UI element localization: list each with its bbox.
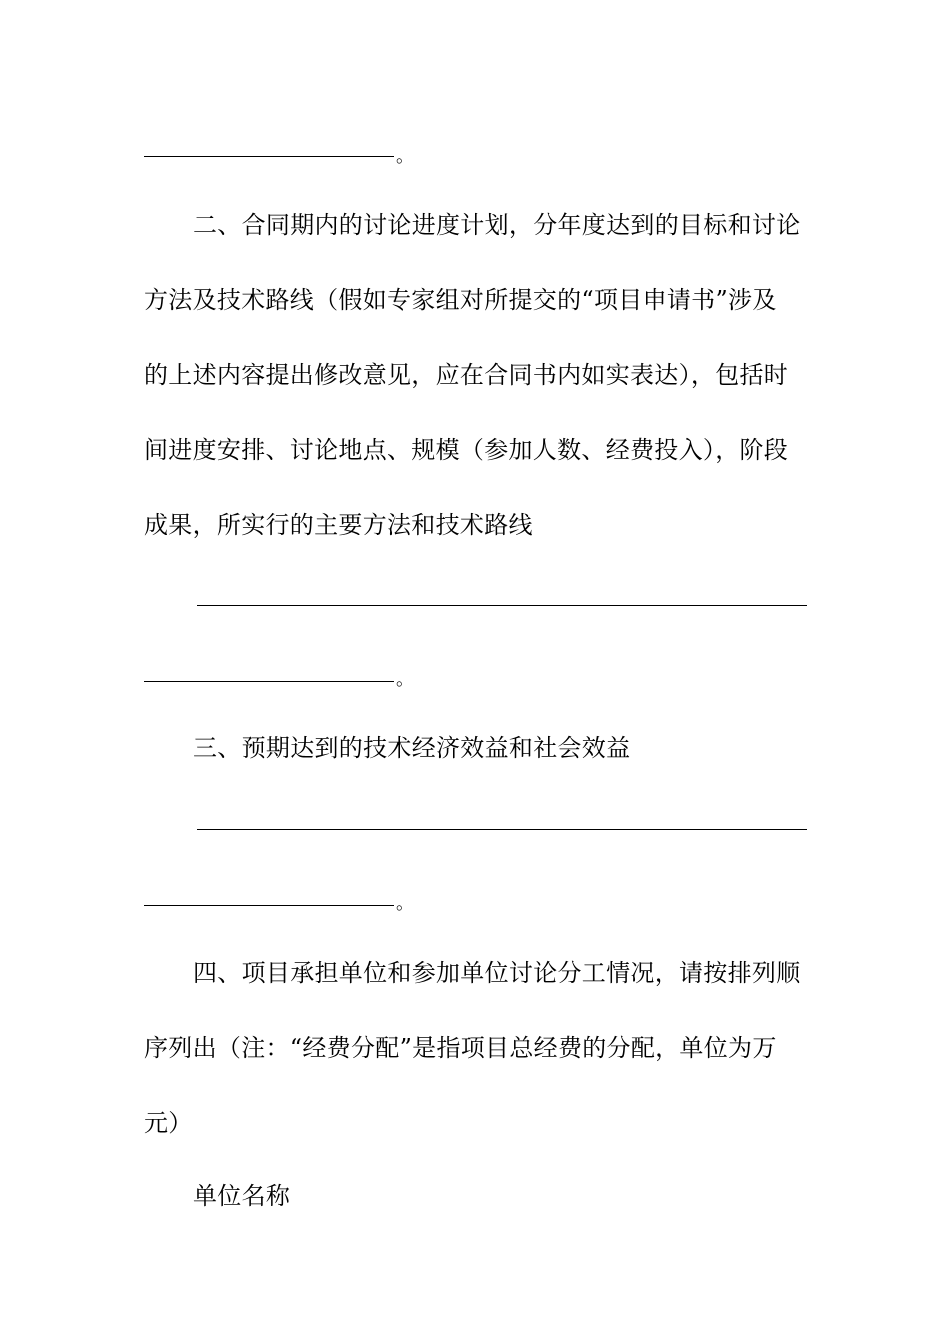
fill-in-blank — [144, 905, 394, 906]
paragraph-line: 元） — [144, 1109, 193, 1137]
section-3-heading: 三、预期达到的技术经济效益和社会效益 — [193, 734, 631, 762]
period: 。 — [396, 669, 414, 690]
paragraph-line: 间进度安排、讨论地点、规模（参加人数、经费投入），阶段 — [144, 436, 789, 464]
paragraph-line: 成果，所实行的主要方法和技术路线 — [144, 511, 533, 539]
unit-name-label: 单位名称 — [193, 1182, 291, 1210]
period: 。 — [396, 146, 414, 167]
paragraph-line: 方法及技术路线（假如专家组对所提交的“项目申请书”涉及 — [144, 286, 777, 314]
fill-in-blank — [197, 829, 807, 830]
fill-in-blank — [197, 605, 807, 606]
fill-in-blank — [144, 681, 394, 682]
section-2-heading: 二、合同期内的讨论进度计划，分年度达到的目标和讨论 — [193, 211, 801, 239]
section-4-heading: 四、项目承担单位和参加单位讨论分工情况，请按排列顺 — [193, 959, 801, 987]
fill-in-blank — [144, 156, 394, 157]
paragraph-line: 的上述内容提出修改意见，应在合同书内如实表达），包括时 — [144, 361, 789, 389]
period: 。 — [396, 893, 414, 914]
paragraph-line: 序列出（注：“经费分配”是指项目总经费的分配，单位为万 — [144, 1034, 777, 1062]
